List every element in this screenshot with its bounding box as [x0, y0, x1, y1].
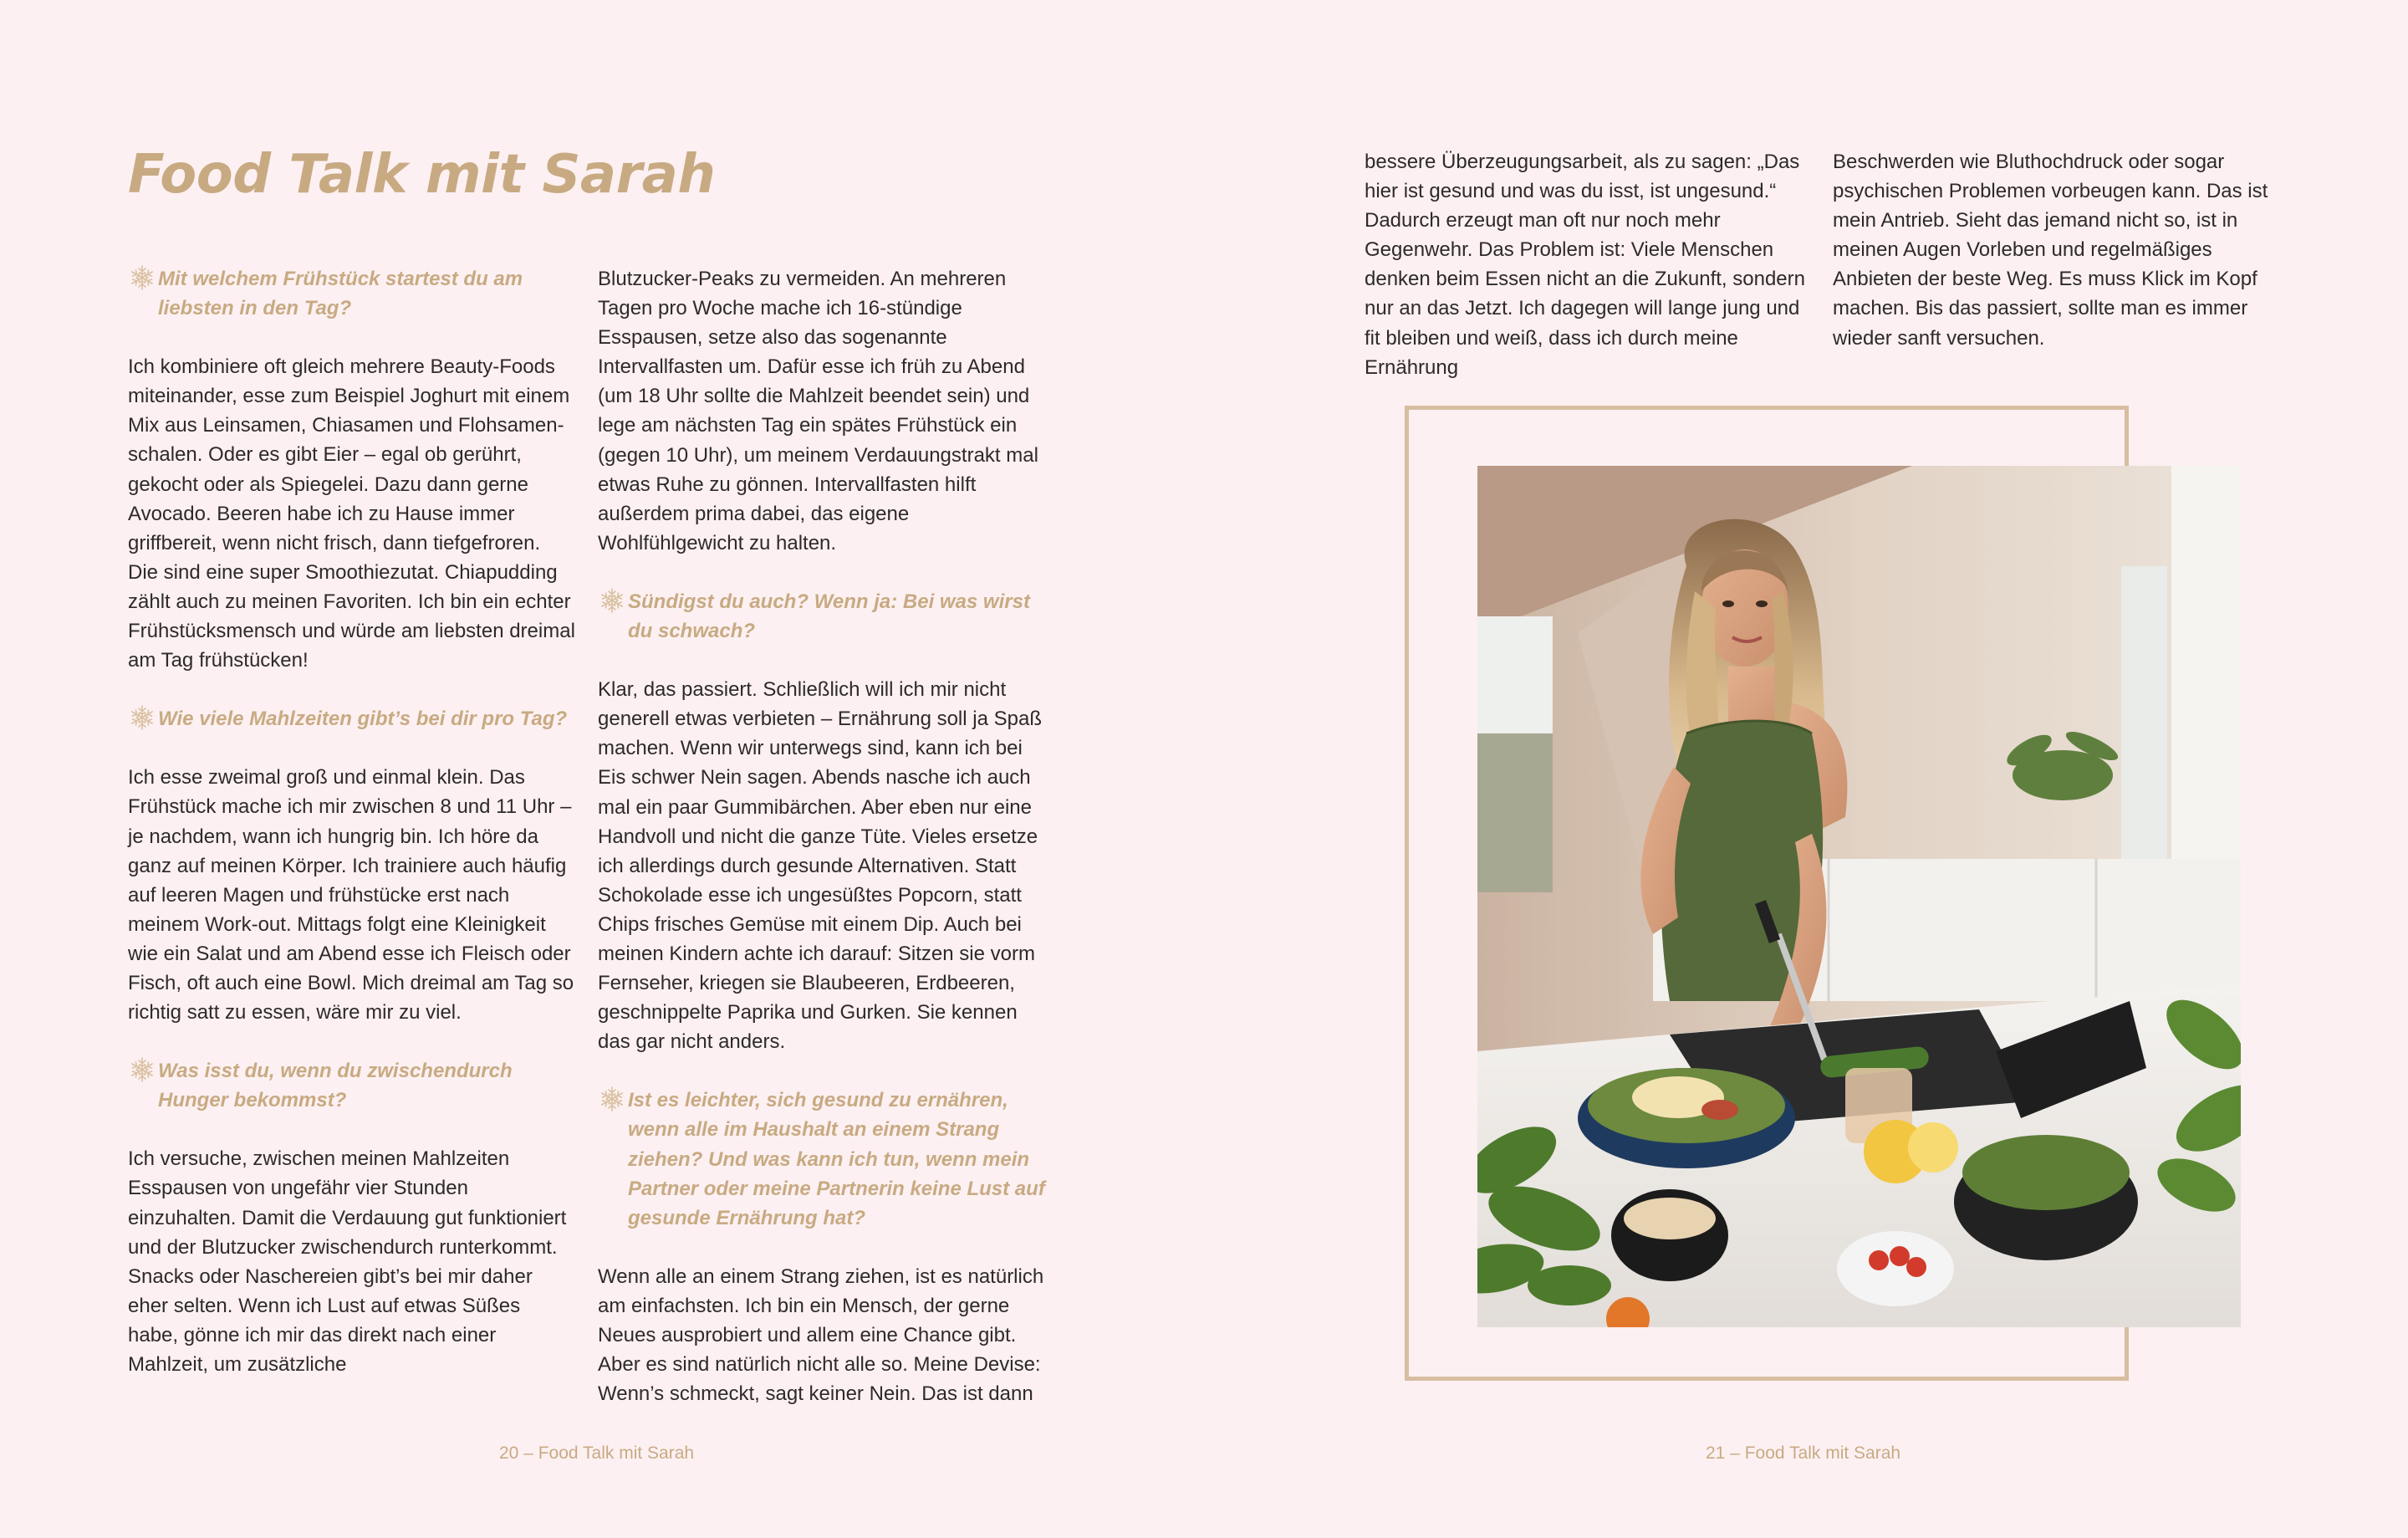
question-text: Wie viele Mahlzeiten gibt’s bei dir pro Tag? [158, 708, 568, 731]
page-footer: 21 – Food Talk mit Sarah [1706, 1443, 1901, 1463]
answer-paragraph: Ich kombiniere oft gleich mehrere Beauty-Foods miteinander, esse zum Beispiel Joghurt mit einem Mix aus Leinsamen, Chiasamen und Flohsamenschalen. Oder es gibt Eier – egal ob gerührt, gekocht oder als Spiegelei. Dazu dann gerne Avocado. Beeren habe ich zu Hause immer griffbereit, wenn nicht frisch, dann tiefgefroren. Die sind eine super Smoothiezutat. Chiapudding zählt auch zu meinen Favoriten. Ich bin ein echter Frühstücksmensch und würde am liebsten dreimal am Tag frühstücken! [128, 355, 575, 672]
page-footer: 20 – Food Talk mit Sarah [499, 1443, 695, 1463]
text-column-1 [128, 264, 575, 1408]
snowflake-icon [598, 586, 626, 615]
kitchen-photo [1477, 466, 2241, 1327]
answer-paragraph: Beschwerden wie Bluthochdruck oder sogar psychischen Problemen vorbeugen kann. Das ist mein Antrieb. Sieht das jemand nicht so, ist in meinen Augen Vorleben und regelmäßiges Anbieten der beste Weg. Es muss Klick im Kopf machen. Bis das passiert, sollte man es immer wieder sanft versuchen. [1833, 151, 2268, 350]
answer-paragraph: Ich versuche, zwischen meinen Mahlzeiten Esspausen von ungefähr vier Stunden einzuhalten. Damit die Verdauung gut funktioniert und der Blutzucker zwischendurch runterkommt. Snacks oder Naschereien gibt’s bei mir daher eher selten. Wenn ich Lust auf etwas Süßes habe, gönne ich mir das direkt nach einer Mahlzeit, um zusätzliche [128, 1147, 567, 1376]
tomato-bowl [1837, 1231, 1954, 1306]
answer-paragraph: Ich esse zweimal groß und einmal klein. Das Frühstück mache ich mir zwischen 8 und 11 Uhr – je nachdem, wann ich hungrig bin. Ich höre da ganz auf meinen Körper. Ich trainiere auch häufig auf leeren Magen und frühstücke erst nach meinem Work-out. Mittags folgt eine Kleinigkeit wie ein Salat und am Abend esse ich Fleisch oder Fisch, oft auch eine Bowl. Mich dreimal am Tag so richtig satt zu essen, wäre mir zu viel. [128, 766, 574, 1024]
page-title: Food Talk mit Sarah [128, 144, 716, 206]
right-page [1204, 0, 2408, 1538]
question-heading [128, 264, 575, 323]
window-right-inner [2121, 566, 2167, 884]
question-text: Sündigst du auch? Wenn ja: Bei was wirst du schwach? [628, 590, 1030, 643]
question-text: Mit welchem Frühstück startest du am liebsten in den Tag? [158, 268, 523, 320]
text-column-2 [598, 264, 1049, 1438]
kitchen-photo-illustration [1477, 466, 2241, 1327]
snowflake-icon [128, 1055, 156, 1084]
window-view [1477, 733, 1553, 892]
answer-paragraph: Wenn alle an einem Strang ziehen, ist es natürlich am einfachsten. Ich bin ein Mensch, der gerne Neues ausprobiert und allem eine Chance gibt. Aber es sind natürlich nicht alle so. Meine Devise: Wenn’s schmeckt, sagt keiner Nein. Das ist dann [598, 1265, 1044, 1406]
snowflake-icon [598, 1085, 626, 1113]
question-heading [128, 1056, 575, 1115]
answer-paragraph: Blutzucker-Peaks zu vermeiden. An mehreren Tagen pro Woche mache ich 16-stündige Esspausen, setze also das sogenannte Intervallfasten um. Dafür esse ich früh zu Abend (um 18 Uhr sollte die Mahlzeit beendet sein) und lege am nächsten Tag ein spätes Frühstück ein (gegen 10 Uhr), um meinem Verdauungstrakt mal etwas Ruhe zu gönnen. Intervallfasten hilft außerdem prima dabei, das eigene Wohlfühlgewicht zu halten. [598, 268, 1038, 554]
snowflake-icon [128, 263, 156, 292]
question-text: Was isst du, wenn du zwischendurch Hunger bekommst? [158, 1060, 513, 1112]
answer-paragraph: Klar, das passiert. Schließlich will ich mir nicht generell etwas verbieten – Ernährung soll ja Spaß machen. Wenn wir unterwegs sind, kann ich bei Eis schwer Nein sagen. Abends nasche ich auch mal ein paar Gummibärchen. Aber eben nur eine Handvoll und nicht die ganze Tüte. Vieles ersetze ich allerdings durch gesunde Alternativen. Statt Schokolade esse ich ungesüßtes Popcorn, statt Chips frisches Gemüse mit einem Dip. Auch bei meinen Kindern achte ich darauf: Sitzen sie vorm Fernseher, kriegen sie Blaubeeren, Erdbeeren, geschnippelte Paprika und Gurken. Sie kennen das gar nicht anders. [598, 678, 1042, 1054]
text-column-4 [1833, 147, 2284, 353]
text-column-3 [1365, 147, 1816, 382]
question-heading [598, 1086, 1049, 1232]
question-heading [128, 704, 575, 733]
snowflake-icon [128, 703, 156, 732]
question-heading [598, 587, 1049, 646]
question-text: Ist es leichter, sich gesund zu ernähren, wenn alle im Haushalt an einem Strang ziehen? Und was kann ich tun, wenn mein Partner oder meine Partnerin keine Lust auf gesunde Ernährung hat? [628, 1089, 1045, 1229]
window-right [2171, 466, 2241, 901]
answer-paragraph: bessere Überzeugungsarbeit, als zu sagen: „Das hier ist gesund und was du isst, ist ungesund.“ Dadurch erzeugt man oft nur noch mehr Gegenwehr. Das Problem ist: Viele Menschen denken beim Essen nicht an die Zukunft, sondern nur an das Jetzt. Ich dagegen will lange jung und fit bleiben und weiß, dass ich durch meine Ernährung [1365, 151, 1805, 379]
